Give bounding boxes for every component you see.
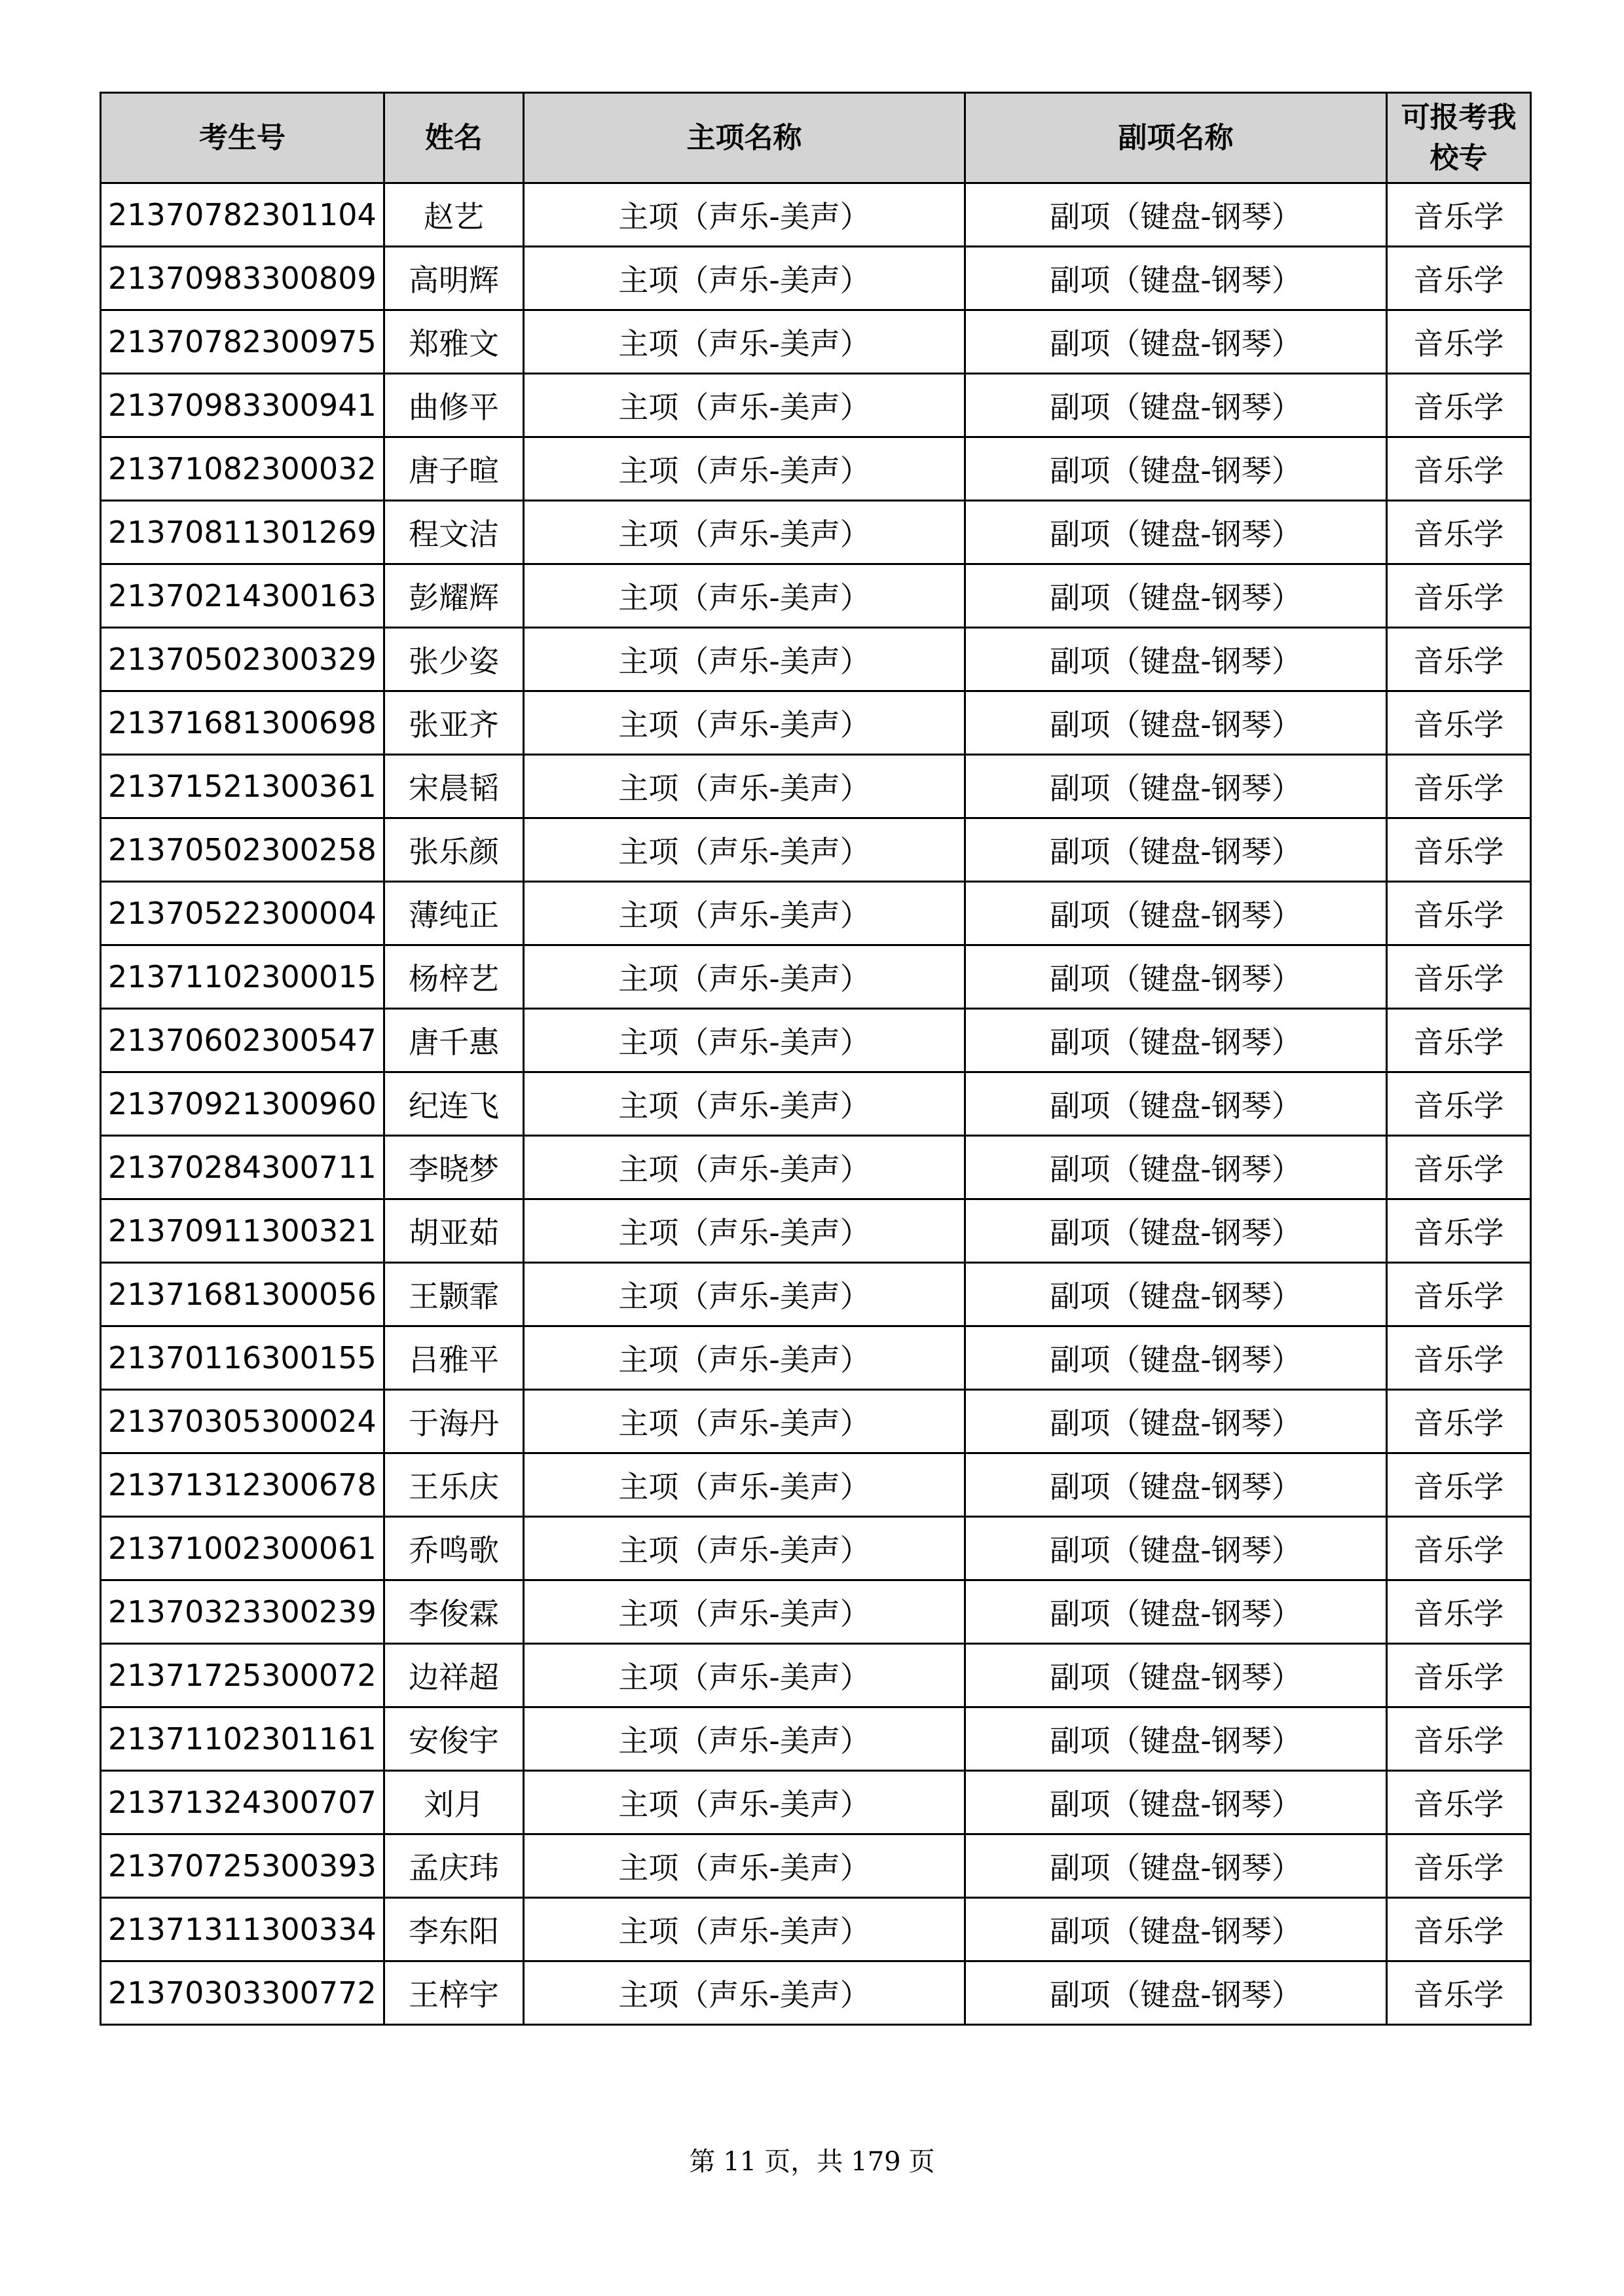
table-header-row: [101, 93, 1531, 183]
cell-major-item: 主项（声乐-美声）: [524, 882, 965, 945]
cell-minor-item: 副项（键盘-钢琴）: [965, 437, 1387, 501]
cell-name: 吕雅平: [384, 1326, 524, 1390]
cell-major-item: 主项（声乐-美声）: [524, 247, 965, 310]
table-row: [101, 183, 1531, 247]
cell-major-item: 主项（声乐-美声）: [524, 1834, 965, 1898]
cell-major-item: 主项（声乐-美声）: [524, 1644, 965, 1707]
cell-major-item: 主项（声乐-美声）: [524, 628, 965, 691]
cell-minor-item: 副项（键盘-钢琴）: [965, 183, 1387, 247]
table-row: [101, 247, 1531, 310]
cell-eligible-major: 音乐学: [1387, 882, 1531, 945]
cell-minor-item: 副项（键盘-钢琴）: [965, 882, 1387, 945]
cell-exam-id: 21371681300698: [101, 691, 384, 755]
cell-exam-id: 21371002300061: [101, 1517, 384, 1580]
cell-eligible-major: 音乐学: [1387, 247, 1531, 310]
cell-exam-id: 21371324300707: [101, 1771, 384, 1834]
cell-major-item: 主项（声乐-美声）: [524, 691, 965, 755]
header-eligible-major: 可报考我校专: [1387, 93, 1531, 183]
cell-major-item: 主项（声乐-美声）: [524, 183, 965, 247]
cell-exam-id: 21370602300547: [101, 1009, 384, 1072]
cell-exam-id: 21370725300393: [101, 1834, 384, 1898]
cell-major-item: 主项（声乐-美声）: [524, 1580, 965, 1644]
cell-name: 郑雅文: [384, 310, 524, 374]
cell-exam-id: 21371311300334: [101, 1898, 384, 1961]
cell-minor-item: 副项（键盘-钢琴）: [965, 247, 1387, 310]
cell-eligible-major: 音乐学: [1387, 1644, 1531, 1707]
cell-major-item: 主项（声乐-美声）: [524, 945, 965, 1009]
cell-exam-id: 21370502300329: [101, 628, 384, 691]
cell-minor-item: 副项（键盘-钢琴）: [965, 564, 1387, 628]
cell-exam-id: 21370911300321: [101, 1199, 384, 1263]
footer-page-unit: 页，共: [764, 2147, 843, 2177]
footer-suffix: 页: [908, 2147, 935, 2177]
cell-minor-item: 副项（键盘-钢琴）: [965, 1771, 1387, 1834]
cell-name: 乔鸣歌: [384, 1517, 524, 1580]
cell-exam-id: 21371681300056: [101, 1263, 384, 1326]
cell-name: 李俊霖: [384, 1580, 524, 1644]
cell-eligible-major: 音乐学: [1387, 1390, 1531, 1453]
table-row: [101, 882, 1531, 945]
cell-major-item: 主项（声乐-美声）: [524, 1517, 965, 1580]
cell-major-item: 主项（声乐-美声）: [524, 501, 965, 564]
cell-major-item: 主项（声乐-美声）: [524, 437, 965, 501]
cell-name: 高明辉: [384, 247, 524, 310]
table-row: [101, 1517, 1531, 1580]
cell-minor-item: 副项（键盘-钢琴）: [965, 691, 1387, 755]
cell-eligible-major: 音乐学: [1387, 945, 1531, 1009]
table-row: [101, 564, 1531, 628]
cell-minor-item: 副项（键盘-钢琴）: [965, 1644, 1387, 1707]
cell-eligible-major: 音乐学: [1387, 818, 1531, 882]
cell-exam-id: 21370303300772: [101, 1961, 384, 2025]
cell-major-item: 主项（声乐-美声）: [524, 755, 965, 818]
cell-major-item: 主项（声乐-美声）: [524, 1136, 965, 1199]
cell-minor-item: 副项（键盘-钢琴）: [965, 1898, 1387, 1961]
table-row: [101, 437, 1531, 501]
header-exam-id: 考生号: [101, 93, 384, 183]
cell-eligible-major: 音乐学: [1387, 374, 1531, 437]
cell-exam-id: 21370522300004: [101, 882, 384, 945]
cell-major-item: 主项（声乐-美声）: [524, 374, 965, 437]
cell-name: 张亚齐: [384, 691, 524, 755]
cell-name: 赵艺: [384, 183, 524, 247]
cell-minor-item: 副项（键盘-钢琴）: [965, 310, 1387, 374]
cell-name: 安俊宇: [384, 1707, 524, 1771]
cell-name: 王颢霏: [384, 1263, 524, 1326]
cell-eligible-major: 音乐学: [1387, 1453, 1531, 1517]
cell-eligible-major: 音乐学: [1387, 1898, 1531, 1961]
cell-minor-item: 副项（键盘-钢琴）: [965, 755, 1387, 818]
cell-eligible-major: 音乐学: [1387, 1072, 1531, 1136]
cell-minor-item: 副项（键盘-钢琴）: [965, 1517, 1387, 1580]
cell-eligible-major: 音乐学: [1387, 1136, 1531, 1199]
cell-name: 宋晨韬: [384, 755, 524, 818]
cell-exam-id: 21371725300072: [101, 1644, 384, 1707]
cell-exam-id: 21371102301161: [101, 1707, 384, 1771]
cell-exam-id: 21371312300678: [101, 1453, 384, 1517]
table-row: [101, 1961, 1531, 2025]
cell-eligible-major: 音乐学: [1387, 1517, 1531, 1580]
cell-name: 纪连飞: [384, 1072, 524, 1136]
table-row: [101, 755, 1531, 818]
table-row: [101, 1580, 1531, 1644]
cell-eligible-major: 音乐学: [1387, 1009, 1531, 1072]
table-row: [101, 1834, 1531, 1898]
cell-name: 张少姿: [384, 628, 524, 691]
cell-major-item: 主项（声乐-美声）: [524, 1009, 965, 1072]
cell-major-item: 主项（声乐-美声）: [524, 1453, 965, 1517]
table-row: [101, 1771, 1531, 1834]
page-footer: [0, 2141, 1624, 2178]
table-body: [101, 183, 1531, 2025]
cell-name: 唐子暄: [384, 437, 524, 501]
table-row: [101, 1707, 1531, 1771]
table-row: [101, 501, 1531, 564]
table-row: [101, 1263, 1531, 1326]
cell-name: 曲修平: [384, 374, 524, 437]
header-minor-item: 副项名称: [965, 93, 1387, 183]
cell-eligible-major: 音乐学: [1387, 1580, 1531, 1644]
table-row: [101, 1072, 1531, 1136]
table-row: [101, 1326, 1531, 1390]
candidate-table: [100, 92, 1532, 2026]
cell-name: 孟庆玮: [384, 1834, 524, 1898]
cell-minor-item: 副项（键盘-钢琴）: [965, 1961, 1387, 2025]
cell-eligible-major: 音乐学: [1387, 183, 1531, 247]
table-row: [101, 1644, 1531, 1707]
cell-exam-id: 21370983300809: [101, 247, 384, 310]
cell-name: 李晓梦: [384, 1136, 524, 1199]
cell-exam-id: 21371082300032: [101, 437, 384, 501]
cell-name: 程文洁: [384, 501, 524, 564]
cell-exam-id: 21370116300155: [101, 1326, 384, 1390]
cell-eligible-major: 音乐学: [1387, 564, 1531, 628]
cell-eligible-major: 音乐学: [1387, 437, 1531, 501]
cell-minor-item: 副项（键盘-钢琴）: [965, 1326, 1387, 1390]
cell-exam-id: 21370921300960: [101, 1072, 384, 1136]
cell-exam-id: 21370214300163: [101, 564, 384, 628]
cell-eligible-major: 音乐学: [1387, 1834, 1531, 1898]
cell-minor-item: 副项（键盘-钢琴）: [965, 1390, 1387, 1453]
cell-eligible-major: 音乐学: [1387, 1326, 1531, 1390]
table-row: [101, 691, 1531, 755]
cell-eligible-major: 音乐学: [1387, 1771, 1531, 1834]
table-row: [101, 1453, 1531, 1517]
cell-eligible-major: 音乐学: [1387, 1707, 1531, 1771]
cell-minor-item: 副项（键盘-钢琴）: [965, 1580, 1387, 1644]
cell-exam-id: 21370983300941: [101, 374, 384, 437]
table-row: [101, 945, 1531, 1009]
cell-minor-item: 副项（键盘-钢琴）: [965, 1009, 1387, 1072]
table-row: [101, 1199, 1531, 1263]
cell-minor-item: 副项（键盘-钢琴）: [965, 1072, 1387, 1136]
cell-major-item: 主项（声乐-美声）: [524, 1961, 965, 2025]
cell-name: 彭耀辉: [384, 564, 524, 628]
cell-eligible-major: 音乐学: [1387, 755, 1531, 818]
table-row: [101, 1009, 1531, 1072]
cell-name: 薄纯正: [384, 882, 524, 945]
cell-minor-item: 副项（键盘-钢琴）: [965, 501, 1387, 564]
table-row: [101, 818, 1531, 882]
cell-exam-id: 21371102300015: [101, 945, 384, 1009]
cell-exam-id: 21370502300258: [101, 818, 384, 882]
cell-exam-id: 21370323300239: [101, 1580, 384, 1644]
cell-major-item: 主项（声乐-美声）: [524, 1326, 965, 1390]
cell-eligible-major: 音乐学: [1387, 1199, 1531, 1263]
cell-eligible-major: 音乐学: [1387, 628, 1531, 691]
cell-name: 王乐庆: [384, 1453, 524, 1517]
cell-minor-item: 副项（键盘-钢琴）: [965, 1263, 1387, 1326]
table-row: [101, 310, 1531, 374]
table-row: [101, 1390, 1531, 1453]
cell-exam-id: 21370782300975: [101, 310, 384, 374]
cell-minor-item: 副项（键盘-钢琴）: [965, 1199, 1387, 1263]
footer-current-page: 11: [723, 2147, 757, 2177]
cell-minor-item: 副项（键盘-钢琴）: [965, 374, 1387, 437]
cell-name: 刘月: [384, 1771, 524, 1834]
cell-exam-id: 21371521300361: [101, 755, 384, 818]
cell-minor-item: 副项（键盘-钢琴）: [965, 1453, 1387, 1517]
cell-name: 于海丹: [384, 1390, 524, 1453]
cell-minor-item: 副项（键盘-钢琴）: [965, 945, 1387, 1009]
cell-name: 李东阳: [384, 1898, 524, 1961]
cell-minor-item: 副项（键盘-钢琴）: [965, 1136, 1387, 1199]
table-row: [101, 374, 1531, 437]
cell-major-item: 主项（声乐-美声）: [524, 1898, 965, 1961]
cell-eligible-major: 音乐学: [1387, 1961, 1531, 2025]
cell-eligible-major: 音乐学: [1387, 310, 1531, 374]
footer-prefix: 第: [689, 2147, 716, 2177]
cell-eligible-major: 音乐学: [1387, 501, 1531, 564]
cell-minor-item: 副项（键盘-钢琴）: [965, 818, 1387, 882]
cell-exam-id: 21370284300711: [101, 1136, 384, 1199]
cell-minor-item: 副项（键盘-钢琴）: [965, 1707, 1387, 1771]
cell-name: 边祥超: [384, 1644, 524, 1707]
cell-name: 王梓宇: [384, 1961, 524, 2025]
cell-major-item: 主项（声乐-美声）: [524, 1072, 965, 1136]
cell-name: 唐千惠: [384, 1009, 524, 1072]
cell-eligible-major: 音乐学: [1387, 691, 1531, 755]
cell-major-item: 主项（声乐-美声）: [524, 1263, 965, 1326]
cell-exam-id: 21370811301269: [101, 501, 384, 564]
table-row: [101, 1898, 1531, 1961]
cell-minor-item: 副项（键盘-钢琴）: [965, 628, 1387, 691]
cell-exam-id: 21370782301104: [101, 183, 384, 247]
header-major-item: 主项名称: [524, 93, 965, 183]
cell-exam-id: 21370305300024: [101, 1390, 384, 1453]
cell-major-item: 主项（声乐-美声）: [524, 1199, 965, 1263]
cell-minor-item: 副项（键盘-钢琴）: [965, 1834, 1387, 1898]
table-row: [101, 628, 1531, 691]
table-row: [101, 1136, 1531, 1199]
cell-major-item: 主项（声乐-美声）: [524, 1771, 965, 1834]
footer-total-pages: 179: [851, 2147, 901, 2177]
cell-major-item: 主项（声乐-美声）: [524, 818, 965, 882]
cell-major-item: 主项（声乐-美声）: [524, 1707, 965, 1771]
cell-major-item: 主项（声乐-美声）: [524, 564, 965, 628]
cell-name: 胡亚茹: [384, 1199, 524, 1263]
cell-major-item: 主项（声乐-美声）: [524, 1390, 965, 1453]
cell-name: 杨梓艺: [384, 945, 524, 1009]
cell-name: 张乐颜: [384, 818, 524, 882]
header-name: 姓名: [384, 93, 524, 183]
cell-major-item: 主项（声乐-美声）: [524, 310, 965, 374]
cell-eligible-major: 音乐学: [1387, 1263, 1531, 1326]
